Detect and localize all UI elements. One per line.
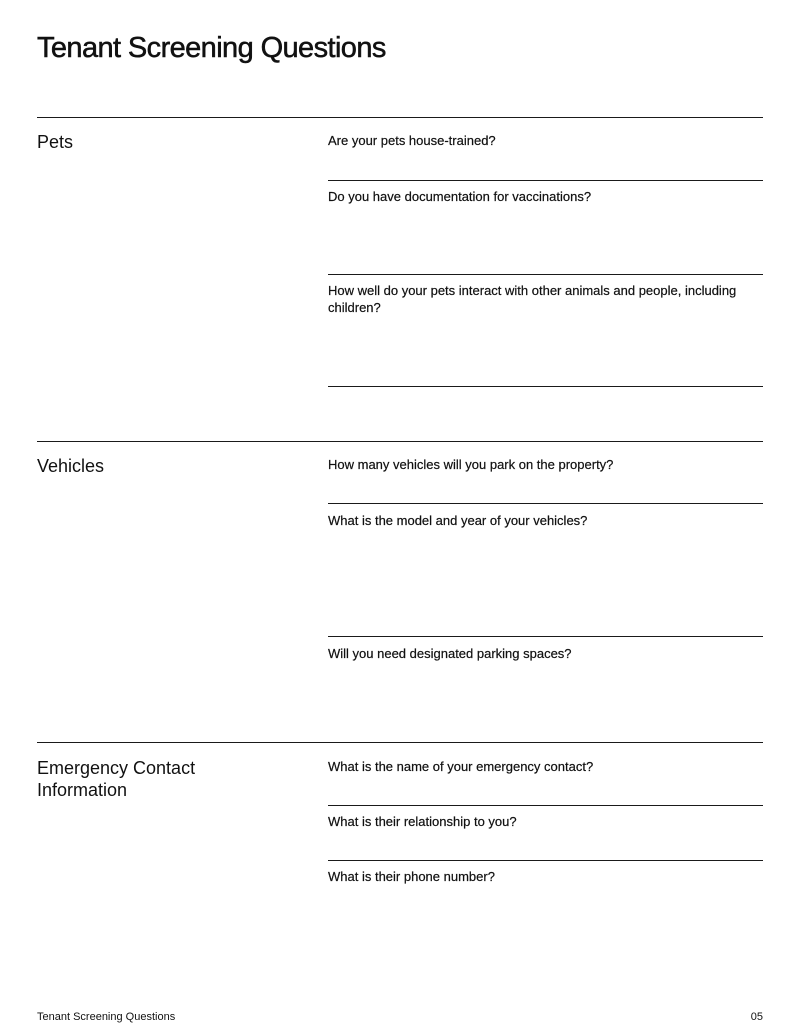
question-vehicles-count: How many vehicles will you park on the property?: [328, 457, 614, 472]
section-divider: [37, 742, 763, 743]
question-emergency-relationship: What is their relationship to you?: [328, 814, 517, 829]
question-divider: [328, 274, 763, 275]
question-divider: [328, 805, 763, 806]
footer-page-number: 05: [750, 1011, 763, 1023]
question-emergency-name: What is the name of your emergency contact?: [328, 759, 594, 774]
page-title: Tenant Screening Questions: [37, 32, 386, 64]
question-pets-house-trained: Are your pets house-trained?: [328, 133, 496, 148]
question-divider: [328, 503, 763, 504]
question-pets-vaccinations: Do you have documentation for vaccinations?: [328, 189, 592, 204]
question-vehicles-parking: Will you need designated parking spaces?: [328, 646, 572, 661]
section-label-pets: Pets: [37, 132, 74, 152]
question-divider: [328, 386, 763, 387]
section-divider: [37, 117, 763, 118]
question-divider: [328, 180, 763, 181]
question-emergency-phone: What is their phone number?: [328, 869, 495, 884]
footer-doc-title: Tenant Screening Questions: [37, 1011, 176, 1023]
question-divider: [328, 636, 763, 637]
question-divider: [328, 860, 763, 861]
question-vehicles-model-year: What is the model and year of your vehicles?: [328, 513, 588, 528]
section-label-vehicles: Vehicles: [37, 456, 105, 476]
section-label-emergency-contact: Emergency Contact Information: [37, 758, 196, 800]
question-pets-interaction: How well do your pets interact with other animals and people, including children?: [328, 283, 737, 315]
section-divider: [37, 441, 763, 442]
